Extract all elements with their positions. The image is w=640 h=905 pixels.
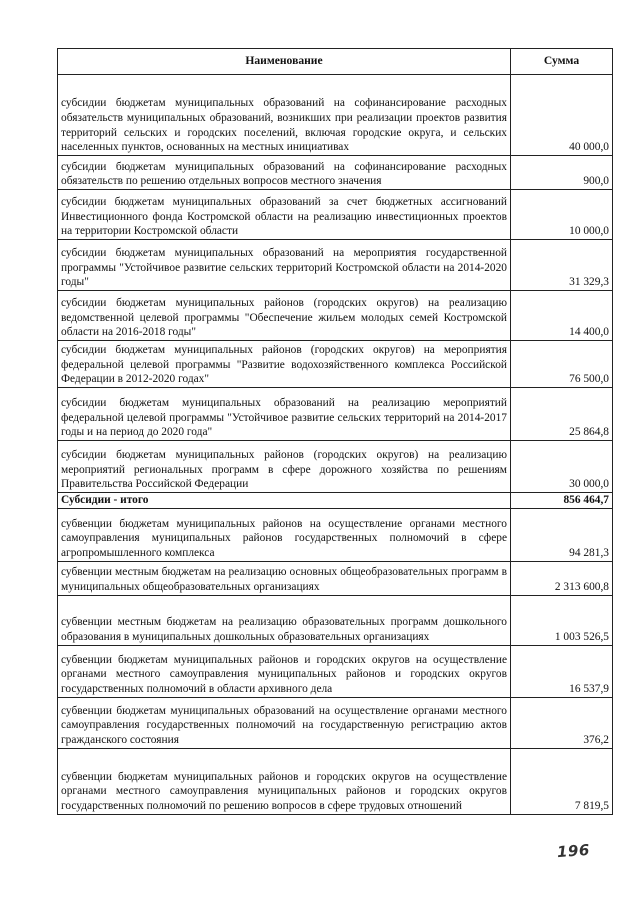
total-sum: 856 464,7 — [511, 493, 613, 509]
row-name: субсидии бюджетам муниципальных образований за счет бюджетных ассигнований Инвестиционного фонда Костромской области на реализацию инвестиционных проектов на территории Костромской области — [58, 190, 511, 240]
row-name: субвенции бюджетам муниципальных районов и городских округов на осуществление органами местного самоуправления муниципальных районов и городских округов государственных полномочий в области архивного дела — [58, 645, 511, 697]
row-name: субсидии бюджетам муниципальных районов (городских округов) на реализацию ведомственной целевой программы "Обеспечение жильем молодых семей Костромской области на 2016-2018 годы" — [58, 291, 511, 341]
row-sum: 76 500,0 — [511, 341, 613, 388]
table-row — [58, 75, 613, 156]
row-name: субсидии бюджетам муниципальных образований на софинансирование расходных обязательств муниципальных образований, возникших при реализации проектов развития территорий сельских и городских поселений, включая городские округа, и сельских населенных пунктов, основанных на местных инициативах — [58, 75, 511, 156]
table-row — [58, 240, 613, 291]
row-name: субсидии бюджетам муниципальных образований на мероприятия государственной программы "Устойчивое развитие сельских территорий Костромской области на 2014-2020 годы" — [58, 240, 511, 291]
row-name: субсидии бюджетам муниципальных районов (городских округов) на реализацию мероприятий региональных программ в сфере дорожного хозяйства по решениям Правительства Российской Федерации — [58, 441, 511, 493]
table-row — [58, 645, 613, 697]
table-row — [58, 190, 613, 240]
row-sum: 7 819,5 — [511, 748, 613, 814]
row-name: субвенции бюджетам муниципальных районов на осуществление органами местного самоуправления муниципальных районов государственных полномочий в сфере агропромышленного комплекса — [58, 508, 511, 561]
row-sum: 2 313 600,8 — [511, 561, 613, 595]
table-row — [58, 748, 613, 814]
column-header-name: Наименование — [58, 49, 511, 75]
table-row — [58, 291, 613, 341]
table-header-row — [58, 49, 613, 75]
column-header-sum: Сумма — [511, 49, 613, 75]
row-sum: 10 000,0 — [511, 190, 613, 240]
row-sum: 40 000,0 — [511, 75, 613, 156]
row-sum: 1 003 526,5 — [511, 595, 613, 645]
table-row — [58, 595, 613, 645]
total-label: Субсидии - итого — [58, 493, 511, 509]
row-sum: 16 537,9 — [511, 645, 613, 697]
row-sum: 900,0 — [511, 156, 613, 190]
budget-table — [57, 48, 613, 815]
row-name: субсидии бюджетам муниципальных районов (городских округов) на мероприятия федеральной целевой программы "Развитие водохозяйственного комплекса Российской Федерации в 2012-2020 годах" — [58, 341, 511, 388]
total-row — [58, 493, 613, 509]
row-sum: 31 329,3 — [511, 240, 613, 291]
page-number: 196 — [556, 840, 591, 862]
table-row — [58, 561, 613, 595]
row-name: субвенции местным бюджетам на реализацию основных общеобразовательных программ в муниципальных общеобразовательных организациях — [58, 561, 511, 595]
row-name: субсидии бюджетам муниципальных образований на реализацию мероприятий федеральной целевой программы "Устойчивое развитие сельских территорий на 2014-2017 годы и на период до 2020 года" — [58, 388, 511, 441]
row-name: субвенции бюджетам муниципальных районов и городских округов на осуществление органами местного самоуправления муниципальных районов и городских округов государственных полномочий по решению вопросов в сфере трудовых отношений — [58, 748, 511, 814]
row-name: субвенции местным бюджетам на реализацию образовательных программ дошкольного образования в муниципальных дошкольных образовательных организациях — [58, 595, 511, 645]
table-row — [58, 697, 613, 748]
table-row — [58, 441, 613, 493]
table-row — [58, 508, 613, 561]
row-sum: 376,2 — [511, 697, 613, 748]
row-name: субсидии бюджетам муниципальных образований на софинансирование расходных обязательств по решению отдельных вопросов местного значения — [58, 156, 511, 190]
row-name: субвенции бюджетам муниципальных образований на осуществление органами местного самоуправления государственных полномочий на государственную регистрацию актов гражданского состояния — [58, 697, 511, 748]
table-row — [58, 388, 613, 441]
row-sum: 94 281,3 — [511, 508, 613, 561]
table-row — [58, 156, 613, 190]
table-row — [58, 341, 613, 388]
row-sum: 25 864,8 — [511, 388, 613, 441]
row-sum: 30 000,0 — [511, 441, 613, 493]
row-sum: 14 400,0 — [511, 291, 613, 341]
